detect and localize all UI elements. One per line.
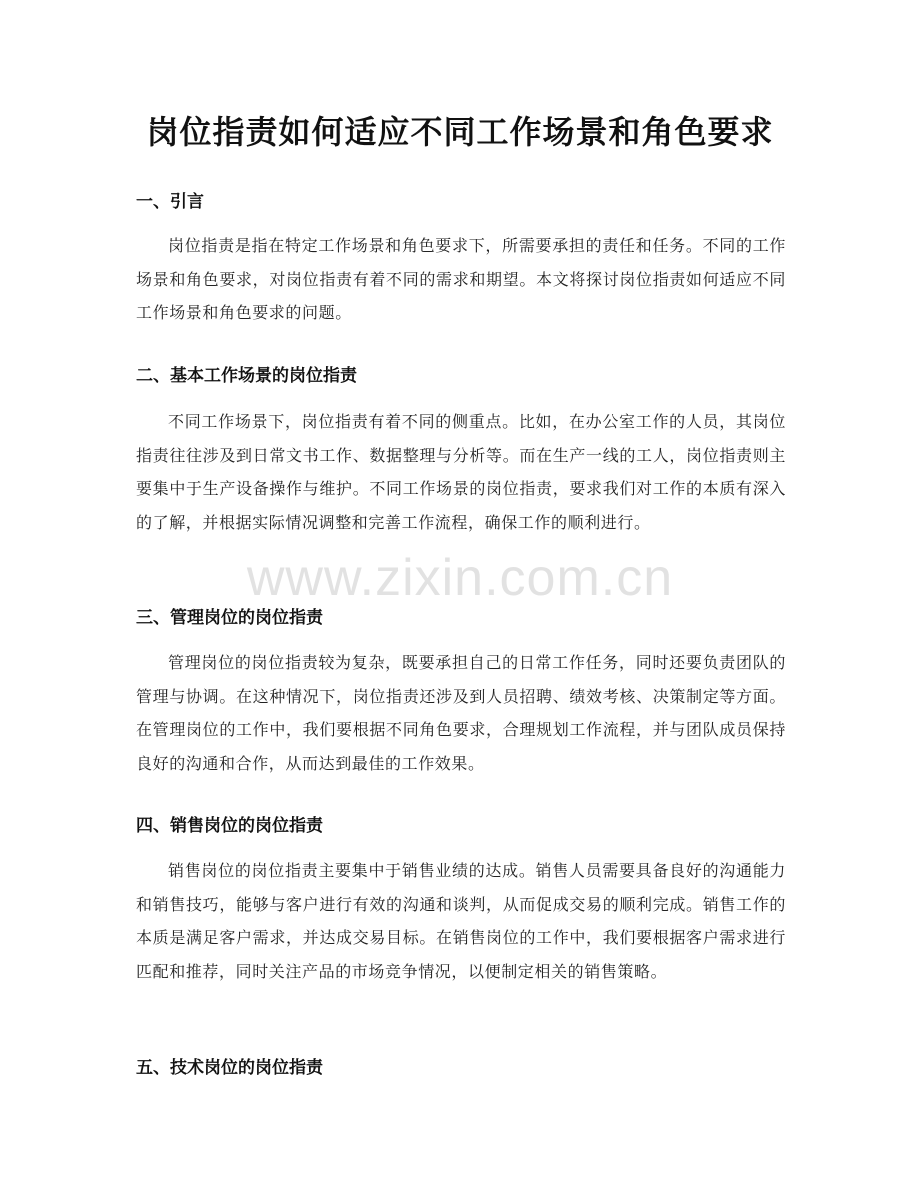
document-title: 岗位指责如何适应不同工作场景和角色要求 [146, 113, 774, 151]
section-paragraph-intro: 岗位指责是指在特定工作场景和角色要求下，所需要承担的责任和任务。不同的工作场景和角色要求，对岗位指责有着不同的需求和期望。本文将探讨岗位指责如何适应不同工作场景和角色要求的问题。 [136, 236, 786, 322]
section-paragraph-management: 管理岗位的岗位指责较为复杂，既要承担自己的日常工作任务，同时还要负责团队的管理与协调。在这种情况下，岗位指责还涉及到人员招聘、绩效考核、决策制定等方面。在管理岗位的工作中，我们要根据不同角色要求，合理规划工作流程，并与团队成员保持良好的沟通和合作，从而达到最佳的工作效果。 [136, 653, 786, 773]
watermark: www.zixin.com.cn [246, 549, 674, 607]
section-heading-technical: 五、技术岗位的岗位指责 [136, 1058, 323, 1078]
section-heading-basic-scenarios: 二、基本工作场景的岗位指责 [136, 366, 357, 386]
section-paragraph-basic-scenarios: 不同工作场景下，岗位指责有着不同的侧重点。比如，在办公室工作的人员，其岗位指责往往涉及到日常文书工作、数据整理与分析等。而在生产一线的工人，岗位指责则主要集中于生产设备操作与维护。不同工作场景的岗位指责，要求我们对工作的本质有深入的了解，并根据实际情况调整和完善工作流程，确保工作的顺利进行。 [136, 412, 786, 532]
section-heading-management: 三、管理岗位的岗位指责 [136, 608, 323, 628]
section-heading-intro: 一、引言 [136, 192, 204, 212]
section-paragraph-sales: 销售岗位的岗位指责主要集中于销售业绩的达成。销售人员需要具备良好的沟通能力和销售技巧，能够与客户进行有效的沟通和谈判，从而促成交易的顺利完成。销售工作的本质是满足客户需求，并达成交易目标。在销售岗位的工作中，我们要根据客户需求进行匹配和推荐，同时关注产品的市场竞争情况，以便制定相关的销售策略。 [136, 861, 786, 981]
section-heading-sales: 四、销售岗位的岗位指责 [136, 816, 323, 836]
